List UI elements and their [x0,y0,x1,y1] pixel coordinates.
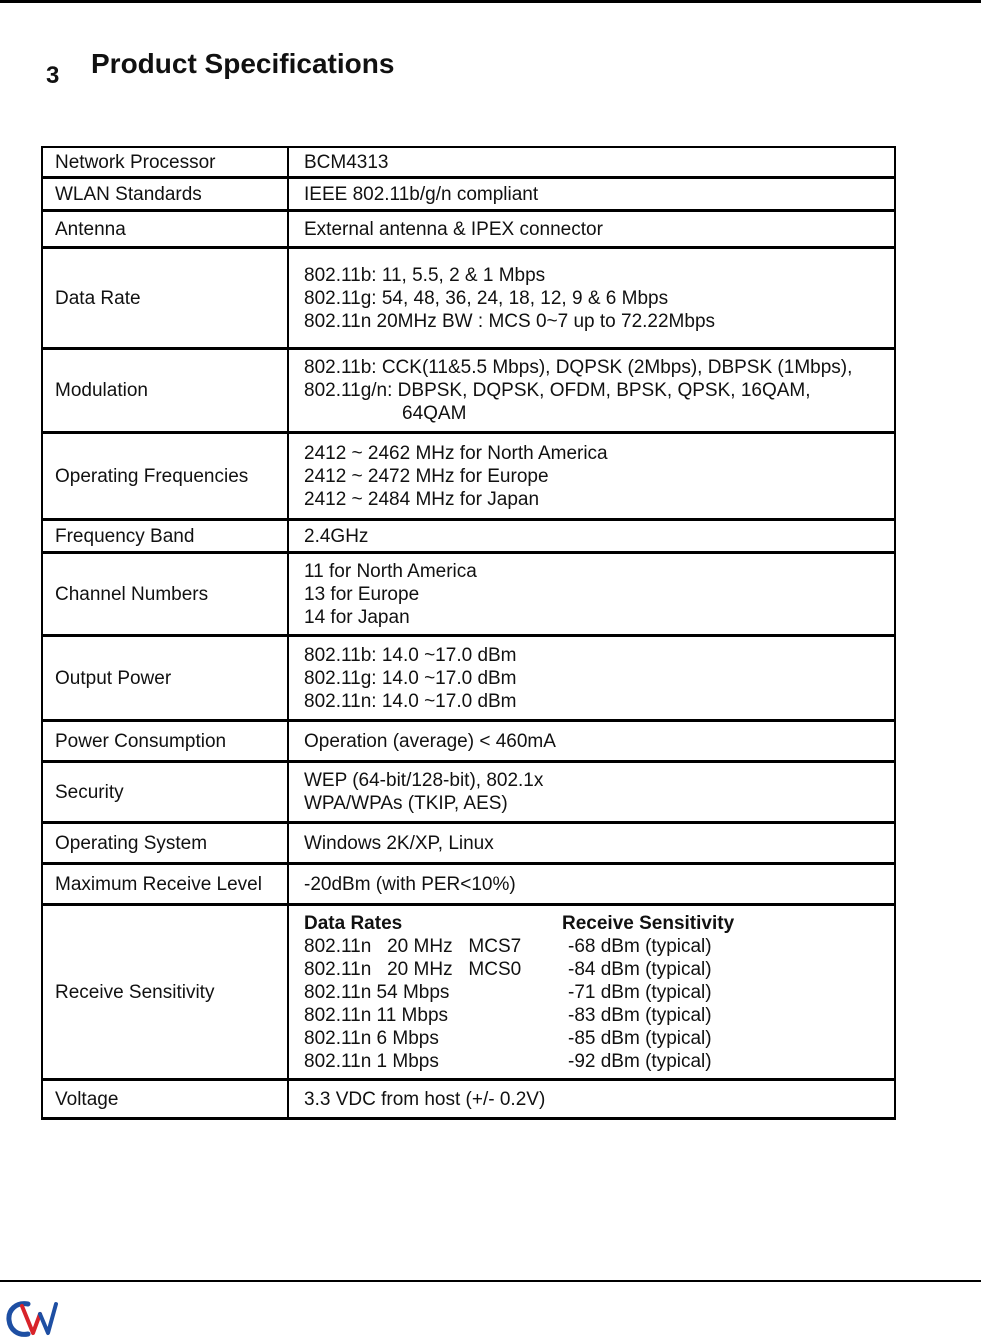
row-label: Output Power [42,636,288,721]
row-value-line: External antenna & IPEX connector [304,218,603,240]
sensitivity-cell: -84 dBm (typical) [568,958,712,980]
section-number: 3 [46,62,60,89]
row-label: Operating Frequencies [42,433,288,520]
row-value [288,147,895,178]
row-label: Data Rate [42,248,288,349]
top-rule [0,0,981,3]
row-value [288,211,895,248]
sensitivity-cell: -85 dBm (typical) [568,1027,712,1049]
specifications-table [41,146,896,1120]
table-row [42,636,895,721]
table-row [42,147,895,178]
receive-sensitivity-header: Receive Sensitivity [562,912,735,934]
row-value [288,520,895,553]
row-value-line: 2.4GHz [304,525,369,547]
row-value-line: 802.11b: 11, 5.5, 2 & 1 Mbps [304,264,546,286]
row-value-line: 802.11g/n: DBPSK, DQPSK, OFDM, BPSK, QPSK, 16QAM, [304,380,811,401]
row-value [288,553,895,636]
row-value-line: BCM4313 [304,151,389,173]
row-value [288,433,895,520]
row-value-line: 802.11b: CCK(11&5.5 Mbps), DQPSK (2Mbps), DBPSK (1Mbps), [304,357,853,378]
data-rate-cell: 802.11n 20 MHz MCS7 [304,935,522,957]
row-value [288,248,895,349]
sensitivity-cell: -68 dBm (typical) [568,935,712,957]
row-value [288,762,895,823]
table-row [42,864,895,905]
row-label: Power Consumption [42,721,288,762]
row-value-line: -20dBm (with PER<10%) [304,873,516,895]
company-logo-icon [6,1300,58,1338]
row-label: Antenna [42,211,288,248]
bottom-rule [0,1280,981,1282]
row-value-line: IEEE 802.11b/g/n compliant [304,183,539,205]
table-row [42,211,895,248]
row-value-line: 2412 ~ 2472 MHz for Europe [304,465,549,487]
row-value-line: WEP (64-bit/128-bit), 802.1x [304,770,544,791]
row-value-line: Windows 2K/XP, Linux [304,832,494,854]
table-row [42,248,895,349]
row-value [288,823,895,864]
row-label: Voltage [42,1080,288,1119]
data-rate-cell: 802.11n 1 Mbps [304,1050,439,1072]
row-label: WLAN Standards [42,178,288,211]
data-rate-cell: 802.11n 54 Mbps [304,981,450,1003]
section-title: Product Specifications [91,48,395,79]
row-label: Maximum Receive Level [42,864,288,905]
data-rate-cell: 802.11n 11 Mbps [304,1004,449,1026]
table-row [42,520,895,553]
row-value: 3.3 VDC from host (+/- 0.2V) [288,1080,895,1119]
table-row [42,553,895,636]
row-value [288,864,895,905]
row-value-line: 2412 ~ 2462 MHz for North America [304,442,608,464]
row-label: Channel Numbers [42,553,288,636]
row-label: Security [42,762,288,823]
row-value-line: 802.11b: 14.0 ~17.0 dBm [304,644,517,666]
data-rates-header: Data Rates [304,912,403,934]
row-value-line: WPA/WPAs (TKIP, AES) [304,793,508,814]
row-label: Frequency Band [42,520,288,553]
row-value-line: 13 for Europe [304,583,420,605]
specifications-body [42,147,895,1119]
table-row [42,433,895,520]
row-value-line: 14 for Japan [304,606,410,628]
row-value [288,636,895,721]
row-label: Network Processor [42,147,288,178]
row-value-line: 802.11g: 14.0 ~17.0 dBm [304,667,517,689]
table-row [42,349,895,433]
sensitivity-cell: -71 dBm (typical) [568,981,712,1003]
data-rate-cell: 802.11n 20 MHz MCS0 [304,958,522,980]
row-label: Modulation [42,349,288,433]
row-value-line: 802.11g: 54, 48, 36, 24, 18, 12, 9 & 6 Mbps [304,287,669,309]
row-value-line: 2412 ~ 2484 MHz for Japan [304,488,540,510]
row-value-line: 802.11n 20MHz BW : MCS 0~7 up to 72.22Mbps [304,310,716,332]
sensitivity-cell: -83 dBm (typical) [568,1004,712,1026]
row-value [288,349,895,433]
receive-sensitivity-grid [304,912,888,1073]
row-value-line: 802.11n: 14.0 ~17.0 dBm [304,690,517,712]
row-value [288,721,895,762]
row-label: Operating System [42,823,288,864]
table-row-receive-sensitivity [42,905,895,1080]
row-value-line: 64QAM [402,403,467,424]
table-row [42,178,895,211]
table-row [42,823,895,864]
table-row [42,721,895,762]
row-value [288,178,895,211]
row-value-line: Operation (average) < 460mA [304,730,556,752]
table-row-voltage [42,1080,895,1119]
row-value [288,905,895,1080]
data-rate-cell: 802.11n 6 Mbps [304,1027,439,1049]
row-label: Receive Sensitivity [42,905,288,1080]
table-row [42,762,895,823]
sensitivity-cell: -92 dBm (typical) [568,1050,712,1072]
row-value-line: 11 for North America [304,560,477,582]
